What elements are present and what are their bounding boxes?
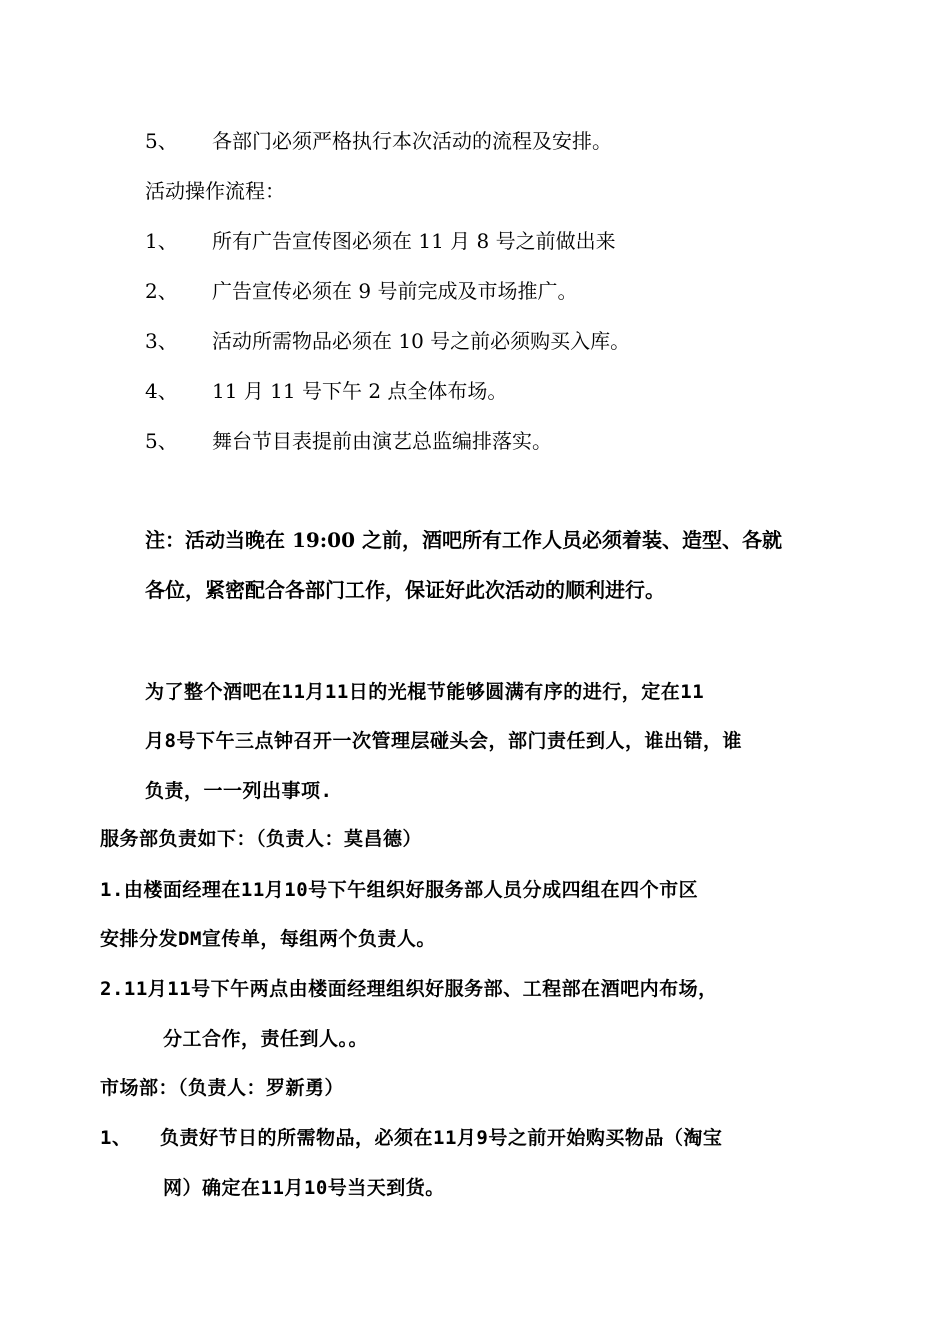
meeting-line: 为了整个酒吧在11月11日的光棍节能够圆满有序的进行，定在11 — [145, 681, 705, 703]
service-item-line: 分工合作，责任到人。。 — [163, 1028, 369, 1050]
list-number: 1、 — [145, 229, 178, 253]
list-text: 负责好节日的所需物品，必须在11月9号之前开始购买物品（淘宝 — [160, 1127, 723, 1149]
market-item-line: 网）确定在11月10号当天到货。 — [163, 1177, 445, 1199]
section-heading: 活动操作流程： — [145, 179, 285, 203]
list-text: 活动所需物品必须在 10 号之前必须购买入库。 — [212, 329, 631, 353]
note-line: 注：活动当晚在 19:00 之前，酒吧所有工作人员必须着装、造型、各就 — [145, 528, 782, 552]
meeting-line: 月8号下午三点钟召开一次管理层碰头会，部门责任到人，谁出错，谁 — [145, 730, 742, 752]
meeting-line: 负责，一一列出事项. — [145, 780, 333, 802]
list-number: 1、 — [100, 1127, 132, 1149]
service-heading: 服务部负责如下：（负责人：莫昌德） — [100, 828, 423, 850]
list-number: 5、 — [145, 129, 178, 153]
list-number: 2、 — [145, 279, 178, 303]
service-item-line: 1.由楼面经理在11月10号下午组织好服务部人员分成四组在四个市区 — [100, 879, 699, 901]
list-number: 3、 — [145, 329, 178, 353]
list-text: 各部门必须严格执行本次活动的流程及安排。 — [212, 129, 612, 153]
list-text: 所有广告宣传图必须在 11 月 8 号之前做出来 — [212, 229, 616, 253]
list-text: 广告宣传必须在 9 号前完成及市场推广。 — [212, 279, 578, 303]
note-line: 各位，紧密配合各部门工作，保证好此次活动的顺利进行。 — [145, 578, 665, 602]
list-text: 11 月 11 号下午 2 点全体布场。 — [212, 379, 508, 403]
list-number: 4、 — [145, 379, 178, 403]
list-text: 舞台节目表提前由演艺总监编排落实。 — [212, 429, 552, 453]
service-item-line: 2.11月11号下午两点由楼面经理组织好服务部、工程部在酒吧内布场， — [100, 978, 718, 1000]
list-number: 5、 — [145, 429, 178, 453]
service-item-line: 安排分发DM宣传单，每组两个负责人。 — [100, 928, 436, 950]
market-heading: 市场部：（负责人：罗新勇） — [100, 1077, 345, 1099]
